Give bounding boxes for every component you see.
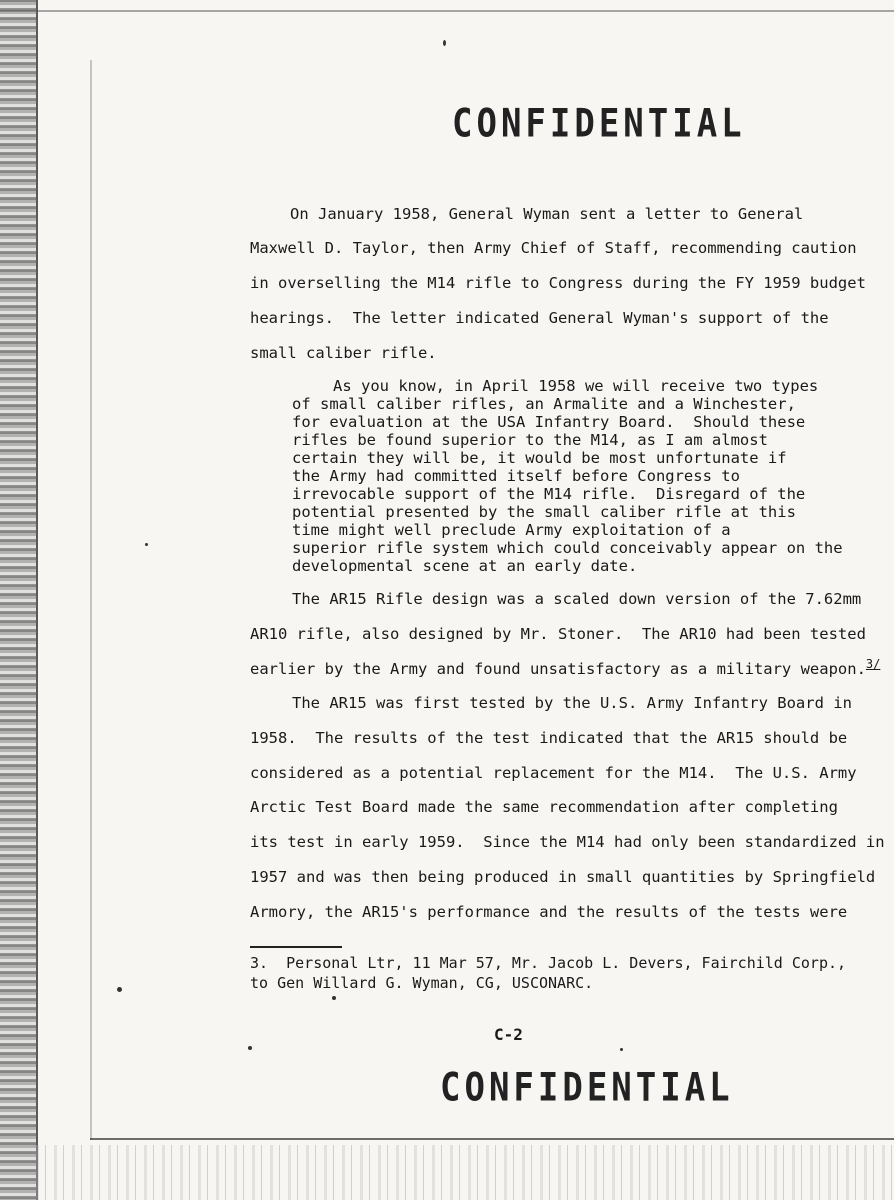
paragraph-3-line: Arctic Test Board made the same recommendation after completing [250,798,838,816]
paragraph-3-line: 1958. The results of the test indicated that the AR15 should be [250,729,848,747]
quote-line: certain they will be, it would be most unfortunate if [292,449,787,467]
scan-noise-bottom [36,1145,894,1200]
paragraph-2-line [250,657,881,678]
quote-line: potential presented by the small caliber rifle at this [292,503,796,521]
quote-line: the Army had committed itself before Congress to [292,467,740,485]
footnote-line: to Gen Willard G. Wyman, CG, USCONARC. [250,974,594,992]
scan-speck [443,40,446,46]
scan-border-left [36,0,38,1200]
paragraph-1-line: in overselling the M14 rifle to Congress during the FY 1959 budget [250,274,866,292]
paragraph-3-line: The AR15 was first tested by the U.S. Army Infantry Board in [292,694,852,712]
footnote-line: 3. Personal Ltr, 11 Mar 57, Mr. Jacob L. Devers, Fairchild Corp., [250,954,847,972]
paragraph-1-line: Maxwell D. Taylor, then Army Chief of Staff, recommending caution [250,239,857,257]
footnote-divider [250,946,342,948]
paragraph-3-line: 1957 and was then being produced in small quantities by Springfield [250,868,876,886]
classification-header: CONFIDENTIAL [452,101,746,147]
quote-line: irrevocable support of the M14 rifle. Disregard of the [292,485,806,503]
paragraph-3-line: considered as a potential replacement for the M14. The U.S. Army [250,764,857,782]
paragraph-3-line: its test in early 1959. Since the M14 had only been standardized in [250,833,885,851]
quote-line: superior rifle system which could conceivably appear on the [292,539,843,557]
quote-line: developmental scene at an early date. [292,557,638,575]
quote-line: time might well preclude Army exploitation of a [292,521,731,539]
scan-border-bottom [90,1138,894,1140]
footnote-reference: 3/ [865,657,881,671]
quote-line: of small caliber rifles, an Armalite and a Winchester, [292,395,796,413]
paragraph-1-line: On January 1958, General Wyman sent a letter to General [290,205,804,223]
scan-speck [332,996,336,1000]
scan-speck [248,1046,252,1050]
scan-speck [145,543,148,546]
page-number: C-2 [494,1025,523,1044]
scan-speck [117,987,122,992]
paragraph-1-line: small caliber rifle. [250,344,437,362]
quote-line: As you know, in April 1958 we will receive two types [333,377,819,395]
paragraph-2-line: The AR15 Rifle design was a scaled down version of the 7.62mm [292,590,862,608]
paragraph-2-text: earlier by the Army and found unsatisfactory as a military weapon. [250,660,866,678]
scan-border-top [0,10,894,12]
paragraph-3-line: Armory, the AR15's performance and the results of the tests were [250,903,848,921]
quote-line: for evaluation at the USA Infantry Board. Should these [292,413,806,431]
paragraph-1-line: hearings. The letter indicated General Wyman's support of the [250,309,829,327]
quote-line: rifles be found superior to the M14, as I am almost [292,431,768,449]
margin-line [90,60,92,1140]
classification-footer: CONFIDENTIAL [440,1065,734,1111]
scan-speck [620,1048,623,1051]
paragraph-2-line: AR10 rifle, also designed by Mr. Stoner. The AR10 had been tested [250,625,866,643]
scan-edge-left [0,0,36,1200]
